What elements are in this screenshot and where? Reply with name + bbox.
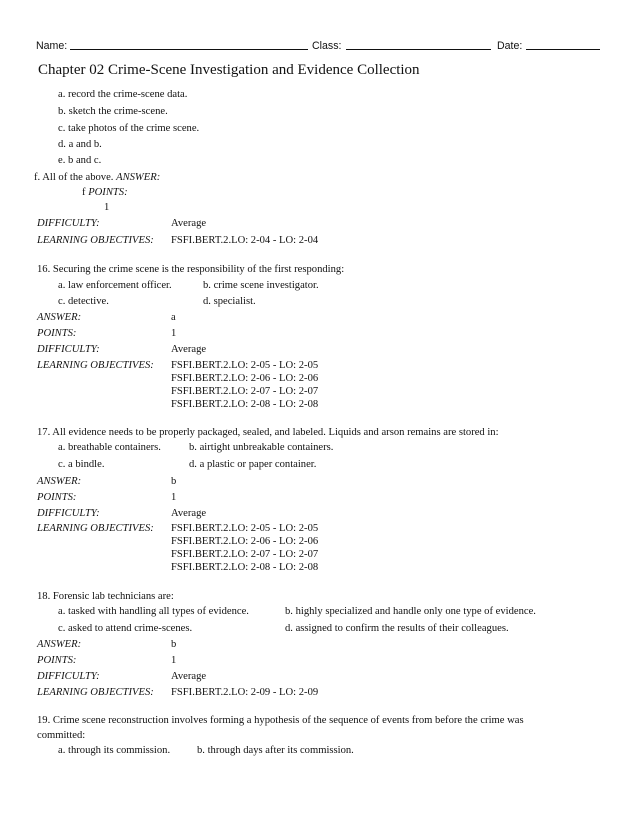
q16-lo-value: FSFI.BERT.2.LO: 2-06 - LO: 2-06 [171,373,319,384]
class-label: Class: [312,40,342,52]
q17-lo-value: FSFI.BERT.2.LO: 2-07 - LO: 2-07 [171,549,319,560]
q18-points-value: 1 [171,655,177,666]
q16-question: 16. Securing the crime scene is the responsibility of the first responding: [37,264,345,275]
q15-option: c. take photos of the crime scene. [58,123,200,134]
q16-option-a: a. law enforcement officer. [58,280,172,291]
q18-option-b: b. highly specialized and handle only one type of evidence. [285,606,536,617]
q15-answer-row [82,186,128,199]
q17-option-b: b. airtight unbreakable containers. [189,442,334,453]
q16-answer-value: a [171,312,176,323]
q18-lo-value: FSFI.BERT.2.LO: 2-09 - LO: 2-09 [171,687,319,698]
q16-lo-value: FSFI.BERT.2.LO: 2-07 - LO: 2-07 [171,386,319,397]
q18-answer-label: ANSWER: [37,639,82,650]
q16-option-c: c. detective. [58,296,109,307]
q19-question-line2: committed: [37,730,86,741]
q16-answer-label: ANSWER: [37,312,82,323]
q15-points-value: 1 [104,202,110,213]
q17-lo-value: FSFI.BERT.2.LO: 2-06 - LO: 2-06 [171,536,319,547]
q17-question: 17. All evidence needs to be properly packaged, sealed, and labeled. Liquids and arson remains are stored in: [37,427,499,438]
q16-lo-value: FSFI.BERT.2.LO: 2-08 - LO: 2-08 [171,399,319,410]
q15-lo-value: FSFI.BERT.2.LO: 2-04 - LO: 2-04 [171,235,319,246]
q19-option-a: a. through its commission. [58,745,171,756]
q16-lo-label: LEARNING OBJECTIVES: [37,360,154,371]
q18-lo-label: LEARNING OBJECTIVES: [37,687,154,698]
q15-points-label: POINTS: [88,187,128,198]
q18-option-a: a. tasked with handling all types of evidence. [58,606,249,617]
q19-option-b: b. through days after its commission. [197,745,354,756]
name-label: Name: [36,40,68,52]
q15-option: b. sketch the crime-scene. [58,106,168,117]
q18-option-c: c. asked to attend crime-scenes. [58,623,193,634]
q17-points-label: POINTS: [37,492,77,503]
q17-lo-label: LEARNING OBJECTIVES: [37,523,154,534]
q15-option-f [34,171,160,184]
q17-option-a: a. breathable containers. [58,442,161,453]
q18-answer-value: b [171,639,177,650]
q16-points-value: 1 [171,328,177,339]
q15-answer-value: f [82,187,86,198]
q17-lo-value: FSFI.BERT.2.LO: 2-05 - LO: 2-05 [171,523,319,534]
q17-option-d: d. a plastic or paper container. [189,459,317,470]
q17-difficulty-label: DIFFICULTY: [37,508,100,519]
q15-lo-label: LEARNING OBJECTIVES: [37,235,154,246]
q19-question-line1: 19. Crime scene reconstruction involves forming a hypothesis of the sequence of events from before the crime was [37,715,524,726]
q18-difficulty-value: Average [171,671,207,682]
q17-lo-value: FSFI.BERT.2.LO: 2-08 - LO: 2-08 [171,562,319,573]
q18-difficulty-label: DIFFICULTY: [37,671,100,682]
q15-option: e. b and c. [58,155,102,166]
q17-answer-value: b [171,476,177,487]
q16-points-label: POINTS: [37,328,77,339]
q17-points-value: 1 [171,492,177,503]
q17-answer-label: ANSWER: [37,476,82,487]
q15-option: d. a and b. [58,139,102,150]
q17-option-c: c. a bindle. [58,459,105,470]
name-blank[interactable] [70,39,308,50]
q15-option: a. record the crime-scene data. [58,89,188,100]
date-blank[interactable] [526,39,600,50]
q18-question: 18. Forensic lab technicians are: [37,591,174,602]
q15-difficulty-value: Average [171,218,207,229]
q18-points-label: POINTS: [37,655,77,666]
q15-answer-label: ANSWER: [116,172,161,183]
q16-lo-value: FSFI.BERT.2.LO: 2-05 - LO: 2-05 [171,360,319,371]
q15-difficulty-label: DIFFICULTY: [37,218,100,229]
q15-option-f-text: f. All of the above. [34,172,114,183]
q18-option-d: d. assigned to confirm the results of their colleagues. [285,623,509,634]
q16-option-d: d. specialist. [203,296,256,307]
class-blank[interactable] [346,39,491,50]
q16-option-b: b. crime scene investigator. [203,280,319,291]
date-label: Date: [497,40,523,52]
q16-difficulty-label: DIFFICULTY: [37,344,100,355]
q16-difficulty-value: Average [171,344,207,355]
page-title: Chapter 02 Crime-Scene Investigation and Evidence Collection [38,62,420,78]
q17-difficulty-value: Average [171,508,207,519]
